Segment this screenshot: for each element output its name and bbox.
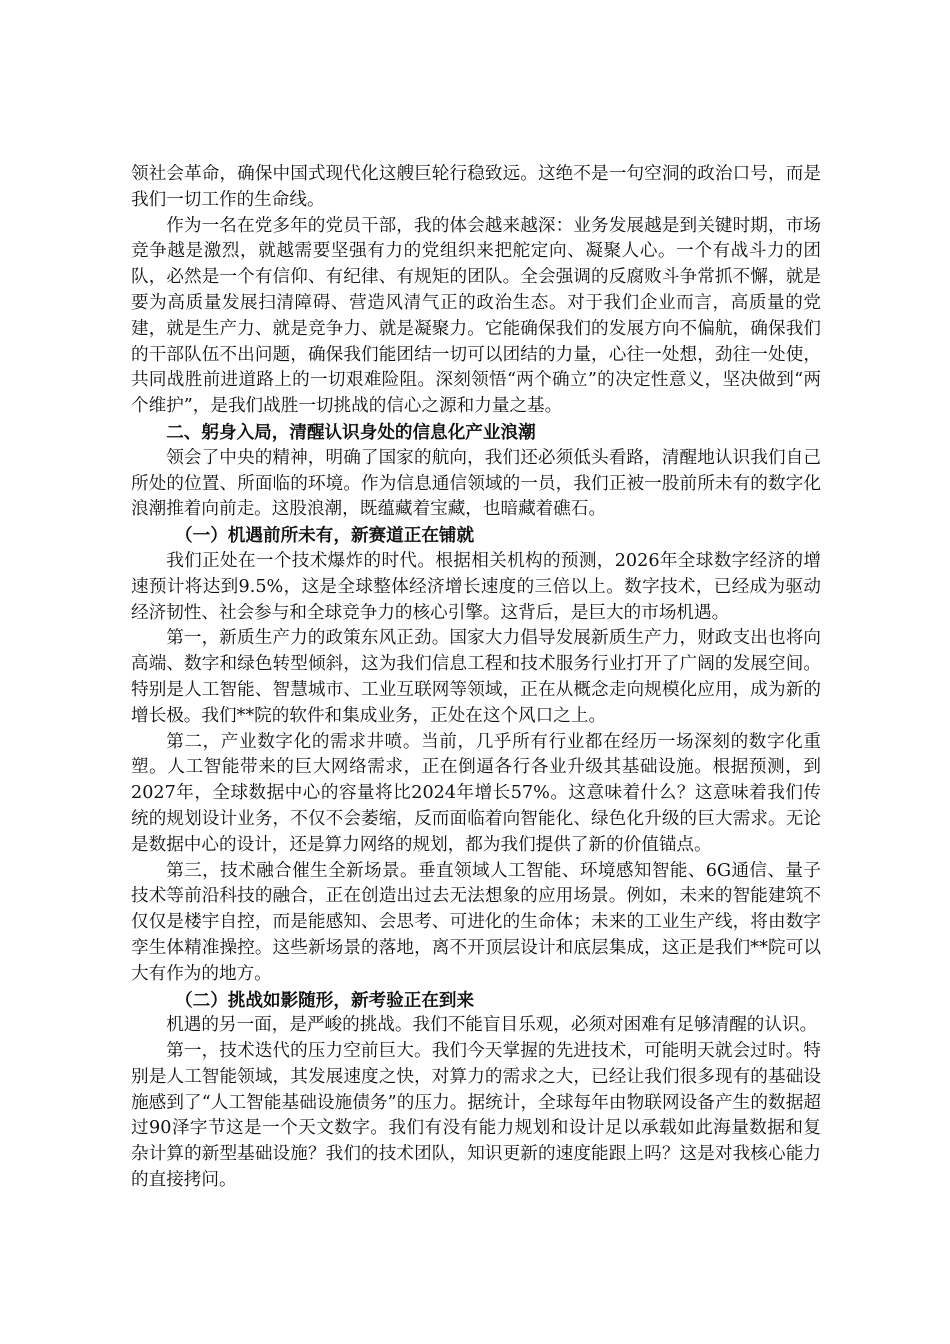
paragraph: 第二，产业数字化的需求井喷。当前，几乎所有行业都在经历一场深刻的数字化重塑。人工智能带来的巨大网络需求，正在倒逼各行各业升级其基础设施。根据预测，到2027年，全球数据中心的容量将比2024年增长57%。这意味着什么？这意味着我们传统的规划设计业务，不仅不会萎缩，反而面临着向智能化、绿色化升级的巨大需求。无论是数据中心的设计，还是算力网络的规划，都为我们提供了新的价值锚点。 xyxy=(131,731,821,855)
section-heading: 二、躬身入局，清醒认识身处的信息化产业浪潮 xyxy=(166,421,536,443)
paragraph: 作为一名在党多年的党员干部，我的体会越来越深：业务发展越是到关键时期，市场竞争越是激烈，就越需要坚强有力的党组织来把舵定向、凝聚人心。一个有战斗力的团队，必然是一个有信仰、有纪律、有规矩的团队。全会强调的反腐败斗争常抓不懈，就是要为高质量发展扫清障碍、营造风清气正的政治生态。对于我们企业而言，高质量的党建，就是生产力、就是竞争力、就是凝聚力。它能确保我们的发展方向不偏航，确保我们的干部队伍不出问题，确保我们能团结一切可以团结的力量，心往一处想，劲往一处使，共同战胜前进道路上的一切艰难险阻。深刻领悟“两个确立”的决定性意义，坚决做到“两个维护”，是我们战胜一切挑战的信心之源和力量之基。 xyxy=(131,215,821,417)
paragraph: 第一，新质生产力的政策东风正劲。国家大力倡导发展新质生产力，财政支出也将向高端、数字和绿色转型倾斜，这为我们信息工程和技术服务行业打开了广阔的发展空间。特别是人工智能、智慧城市、工业互联网等领域，正在从概念走向规模化应用，成为新的增长极。我们**院的软件和集成业务，正处在这个风口之上。 xyxy=(131,628,821,726)
paragraph: 我们正处在一个技术爆炸的时代。根据相关机构的预测，2026年全球数字经济的增速预计将达到9.5%，这是全球整体经济增长速度的三倍以上。数字技术，已经成为驱动经济韧性、社会参与和全球竞争力的核心引擎。这背后，是巨大的市场机遇。 xyxy=(131,550,821,623)
document-body xyxy=(131,162,821,1194)
subsection-heading: （一）机遇前所未有，新赛道正在铺就 xyxy=(175,525,475,547)
paragraph: 第一，技术迭代的压力空前巨大。我们今天掌握的先进技术，可能明天就会过时。特别是人工智能领域，其发展速度之快，对算力的需求之大，已经让我们很多现有的基础设施感到了“人工智能基础设施债务”的压力。据统计，全球每年由物联网设备产生的数据超过90泽字节这是一个天文数字。我们有没有能力规划和设计足以承载如此海量数据和复杂计算的新型基础设施？我们的技术团队，知识更新的速度能跟上吗？这是对我核心能力的直接拷问。 xyxy=(131,1041,821,1191)
paragraph: 第三，技术融合催生全新场景。垂直领域人工智能、环境感知智能、6G通信、量子技术等前沿科技的融合，正在创造出过去无法想象的应用场景。例如，未来的智能建筑不仅仅是楼宇自控，而是能感知、会思考、可进化的生命体；未来的工业生产线，将由数字孪生体精准操控。这些新场景的落地，离不开顶层设计和底层集成，这正是我们**院可以大有作为的地方。 xyxy=(131,860,821,984)
paragraph: 领社会革命，确保中国式现代化这艘巨轮行稳致远。这绝不是一句空洞的政治口号，而是我们一切工作的生命线。 xyxy=(131,164,821,210)
subsection-heading: （二）挑战如影随形，新考验正在到来 xyxy=(175,989,475,1011)
paragraph: 机遇的另一面，是严峻的挑战。我们不能盲目乐观，必须对困难有足够清醒的认识。 xyxy=(166,1015,818,1036)
paragraph: 领会了中央的精神，明确了国家的航向，我们还必须低头看路，清醒地认识我们自己所处的位置、所面临的环境。作为信息通信领域的一员，我们正被一股前所未有的数字化浪潮推着向前走。这股浪潮，既蕴藏着宝藏，也暗藏着礁石。 xyxy=(131,447,821,520)
